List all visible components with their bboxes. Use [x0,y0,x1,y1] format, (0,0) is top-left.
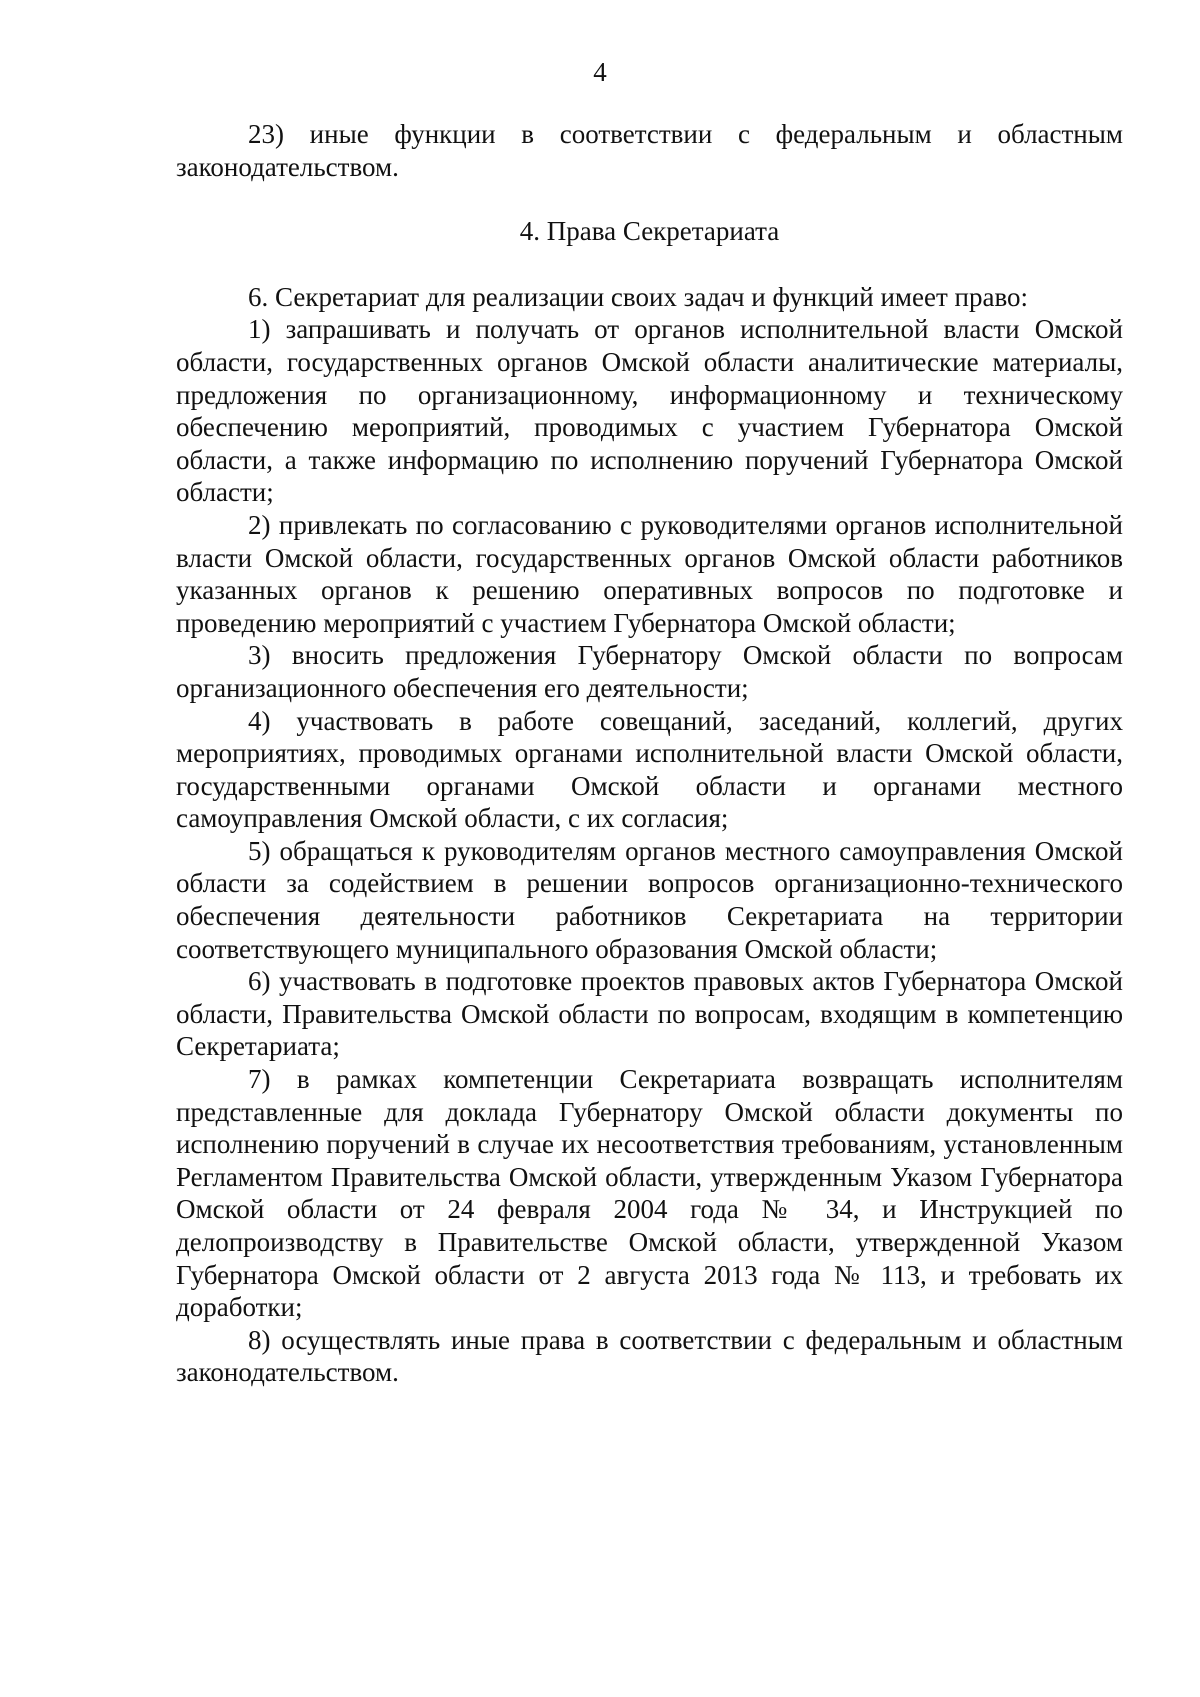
right-item-1: 1) запрашивать и получать от органов исполнительной власти Омской области, государственных органов Омской области аналитические материалы, предложения по организационному, информационному и техническому обеспечению мероприятий, проводимых с участием Губернатора Омской области, а также информацию по исполнению поручений Губернатора Омской области; [176,314,1123,508]
document-body [176,118,1123,1389]
list-item-23: 23) иные функции в соответствии с федеральным и областным законодательством. [176,119,1123,182]
section-heading: 4. Права Секретариата [519,216,780,247]
page-number: 4 [593,57,607,87]
right-item-7: 7) в рамках компетенции Секретариата возвращать исполнителям представленные для доклада Губернатору Омской области документы по исполнению поручений в случае их несоответствия требованиям, установленным Регламентом Правительства Омской области, утвержденным Указом Губернатора Омской области от 24 февраля 2004 года № 34, и Инструкцией по делопроизводству в Правительстве Омской области, утвержденной Указом Губернатора Омской области от 2 августа 2013 года № 113, и требовать их доработки; [176,1064,1123,1323]
right-item-3: 3) вносить предложения Губернатору Омской области по вопросам организационного обеспечения его деятельности; [176,640,1123,703]
right-item-6: 6) участвовать в подготовке проектов правовых актов Губернатора Омской области, Правительства Омской области по вопросам, входящим в компетенцию Секретариата; [176,966,1123,1062]
right-item-8: 8) осуществлять иные права в соответствии с федеральным и областным законодательством. [176,1324,1123,1388]
right-item-4: 4) участвовать в работе совещаний, заседаний, коллегий, других мероприятиях, проводимых органами исполнительной власти Омской области, государственными органами Омской области и органами местного самоуправления Омской области, с их согласия; [176,705,1123,834]
right-item-5: 5) обращаться к руководителям органов местного самоуправления Омской области за содействием в решении вопросов организационно-технического обеспечения деятельности работников Секретариата на территории соответствующего муниципального образования Омской области; [176,835,1123,964]
right-item-2: 2) привлекать по согласованию с руководителями органов исполнительной власти Омской области, государственных органов Омской области работников указанных органов к решению оперативных вопросов по подготовке и проведению мероприятий с участием Губернатора Омской области; [176,509,1123,638]
clause-6-intro: 6. Секретариат для реализации своих задач и функций имеет право: [248,281,1029,312]
